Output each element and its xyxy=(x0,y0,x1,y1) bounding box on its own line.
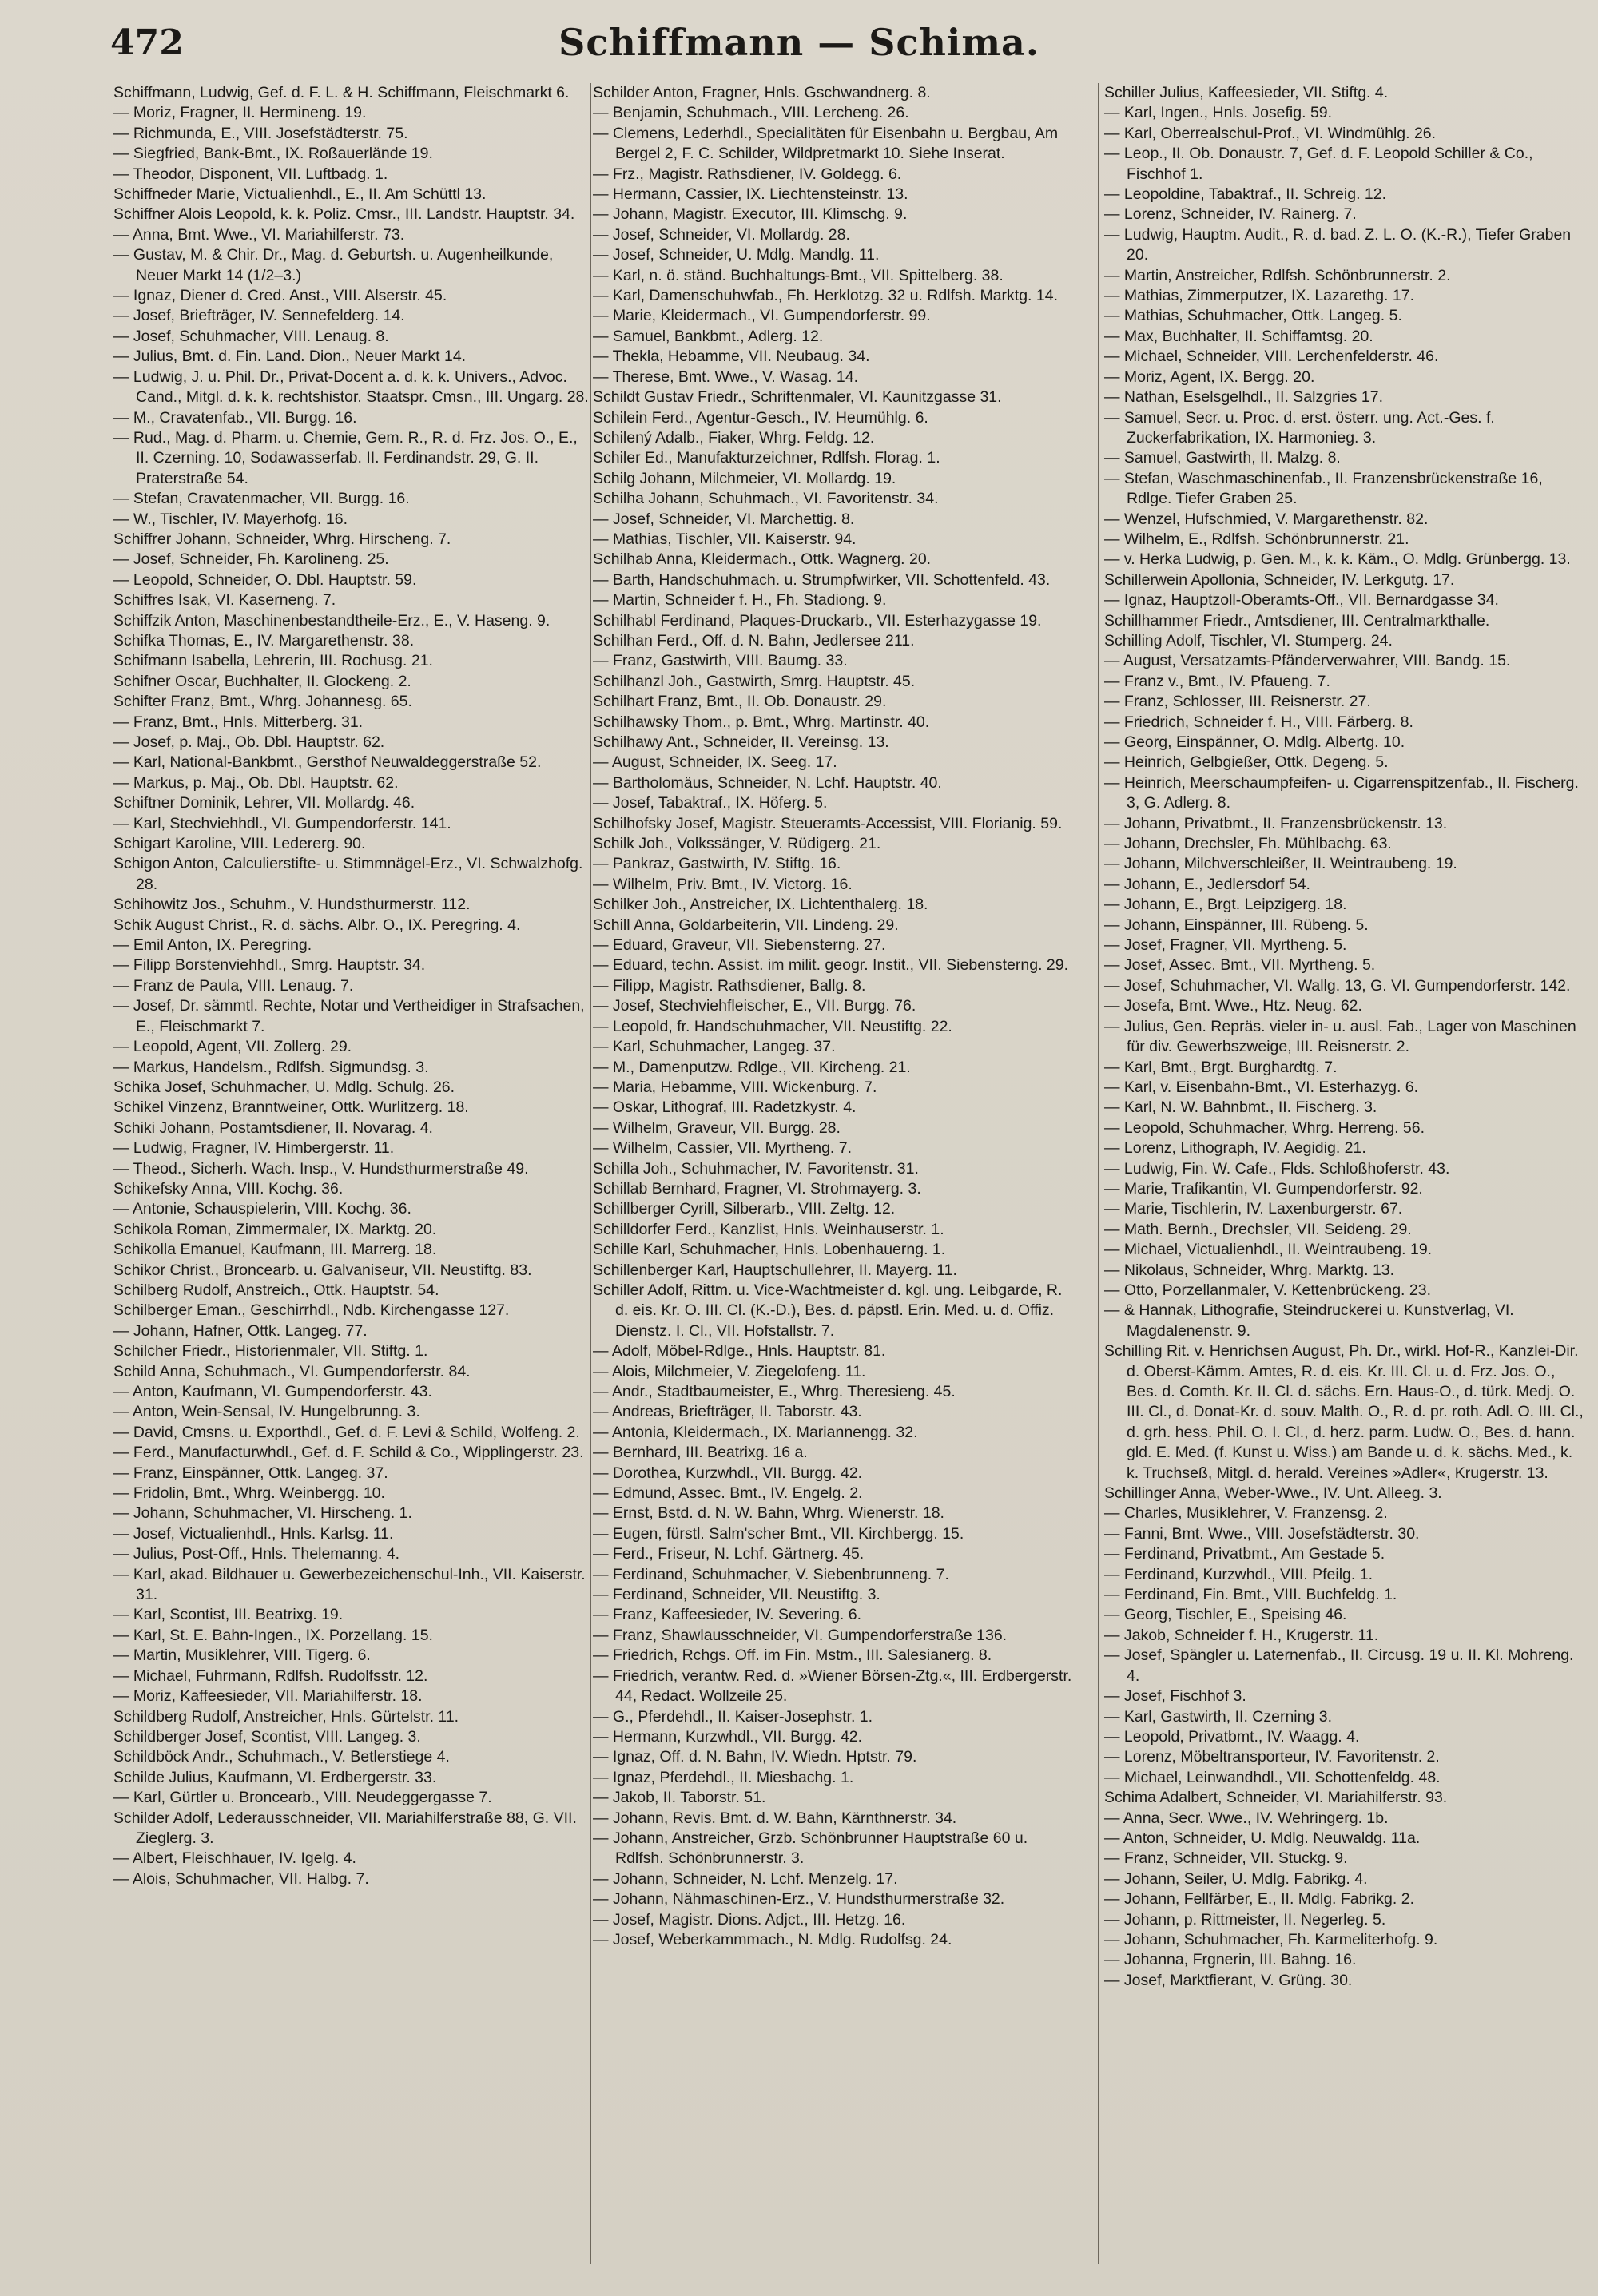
directory-entry: — Josef, Schneider, Fh. Karolineng. 25. xyxy=(113,550,389,569)
directory-entry: Schilberger Eman., Geschirrhdl., Ndb. Kirchengasse 127. xyxy=(113,1301,510,1320)
directory-entry: — Ernst, Bstd. d. N. W. Bahn, Whrg. Wienerstr. 18. xyxy=(593,1504,944,1523)
directory-entry: — Theodor, Disponent, VII. Luftbadg. 1. xyxy=(113,165,388,183)
directory-entry: — Friedrich, Rchgs. Off. im Fin. Mstm., III. Salesianerg. 8. xyxy=(593,1647,992,1665)
directory-entry: Schill Anna, Goldarbeiterin, VII. Lindeng. 29. xyxy=(593,916,899,934)
directory-entry: — Johanna, Frgnerin, III. Bahng. 16. xyxy=(1104,1951,1357,1969)
directory-entry: — Heinrich, Meerschaumpfeifen- u. Cigarrenspitzenfab., II. Fischerg. 3, G. Adlerg. 8. xyxy=(1104,773,1579,812)
directory-entry: — Maria, Hebamme, VIII. Wickenburg. 7. xyxy=(593,1078,877,1096)
directory-entry: Schildberger Josef, Scontist, VIII. Langeg. 3. xyxy=(113,1727,421,1746)
directory-entry: — Jakob, Schneider f. H., Krugerstr. 11. xyxy=(1104,1626,1379,1644)
directory-entry: — Martin, Anstreicher, Rdlfsh. Schönbrunnerstr. 2. xyxy=(1104,266,1451,284)
directory-entry: — August, Schneider, IX. Seeg. 17. xyxy=(593,753,837,772)
directory-entry: — Oskar, Lithograf, III. Radetzkystr. 4. xyxy=(593,1098,857,1117)
directory-entry: — Eduard, Graveur, VII. Siebensterng. 27. xyxy=(593,936,886,955)
directory-entry: — Moriz, Agent, IX. Bergg. 20. xyxy=(1104,367,1315,386)
directory-entry: — Franz v., Bmt., IV. Pfaueng. 7. xyxy=(1104,672,1330,690)
directory-entry: — Frz., Magistr. Rathsdiener, IV. Goldegg. 6. xyxy=(593,165,902,183)
directory-entry: Schilberg Rudolf, Anstreich., Ottk. Hauptstr. 54. xyxy=(113,1281,439,1299)
directory-entry: — Josef, Assec. Bmt., VII. Myrtheng. 5. xyxy=(1104,956,1376,975)
directory-entry: — M., Damenputzw. Rdlge., VII. Kircheng. 21. xyxy=(593,1058,911,1076)
directory-entry: — Leop., II. Ob. Donaustr. 7, Gef. d. F. Leopold Schiller & Co., Fischhof 1. xyxy=(1104,145,1533,183)
directory-entry: — Anna, Secr. Wwe., IV. Wehringerg. 1b. xyxy=(1104,1809,1389,1827)
directory-entry: — Leopold, Agent, VII. Zollerg. 29. xyxy=(113,1038,352,1056)
directory-entry: — Karl, n. ö. ständ. Buchhaltungs-Bmt., VII. Spittelberg. 38. xyxy=(593,266,1004,284)
directory-entry: — Ignaz, Diener d. Cred. Anst., VIII. Alserstr. 45. xyxy=(113,287,447,305)
directory-entry: Schilhawy Ant., Schneider, II. Vereinsg. 13. xyxy=(593,733,889,751)
directory-entry: — Jakob, II. Taborstr. 51. xyxy=(593,1789,766,1807)
directory-entry: — Bernhard, III. Beatrixg. 16 a. xyxy=(593,1444,808,1462)
directory-entry: — Karl, St. E. Bahn-Ingen., IX. Porzellang. 15. xyxy=(113,1626,433,1644)
directory-entry: — Ferdinand, Schuhmacher, V. Siebenbrunneng. 7. xyxy=(593,1565,949,1583)
directory-entry: — Nikolaus, Schneider, Whrg. Marktg. 13. xyxy=(1104,1261,1395,1279)
directory-columns xyxy=(104,83,1582,2272)
directory-entry: — Leopold, Privatbmt., IV. Waagg. 4. xyxy=(1104,1727,1360,1746)
directory-entry: — Karl, Bmt., Brgt. Burghardtg. 7. xyxy=(1104,1058,1338,1076)
directory-entry: Schillab Bernhard, Fragner, VI. Strohmayerg. 3. xyxy=(593,1179,921,1198)
directory-entry: — Franz, Schlosser, III. Reisnerstr. 27. xyxy=(1104,693,1371,711)
directory-entry: — Max, Buchhalter, II. Schiffamtsg. 20. xyxy=(1104,327,1373,345)
directory-entry: — Julius, Bmt. d. Fin. Land. Dion., Neuer Markt 14. xyxy=(113,348,467,366)
directory-entry: — Johann, Einspänner, III. Rübeng. 5. xyxy=(1104,916,1369,934)
directory-entry: — Stefan, Waschmaschinenfab., II. Franzensbrückenstraße 16, Rdlge. Tiefer Graben 25. xyxy=(1104,469,1543,508)
directory-entry: — Josef, Magistr. Dions. Adjct., III. Hetzg. 16. xyxy=(593,1910,906,1929)
directory-entry: — Karl, Ingen., Hnls. Josefig. 59. xyxy=(1104,104,1333,122)
directory-entry: Schilhawsky Thom., p. Bmt., Whrg. Martinstr. 40. xyxy=(593,713,930,731)
directory-entry: — Johann, Drechsler, Fh. Mühlbachg. 63. xyxy=(1104,835,1392,853)
directory-entry: — Theod., Sicherh. Wach. Insp., V. Hundsthurmerstraße 49. xyxy=(113,1159,529,1178)
directory-entry: Schilde Julius, Kaufmann, VI. Erdbergerstr. 33. xyxy=(113,1768,437,1786)
directory-entry: — Michael, Fuhrmann, Rdlfsh. Rudolfsstr. 12. xyxy=(113,1666,428,1685)
directory-entry: — Fanni, Bmt. Wwe., VIII. Josefstädterstr. 30. xyxy=(1104,1524,1420,1543)
directory-entry: Schiki Johann, Postamtsdiener, II. Novarag. 4. xyxy=(113,1118,433,1137)
directory-entry: — Samuel, Gastwirth, II. Malzg. 8. xyxy=(1104,449,1341,467)
directory-entry: — Eugen, fürstl. Salm'scher Bmt., VII. Kirchbergg. 15. xyxy=(593,1524,964,1543)
directory-entry: Schilhanzl Joh., Gastwirth, Smrg. Hauptstr. 45. xyxy=(593,672,916,690)
directory-entry: — Josef, Schneider, U. Mdlg. Mandlg. 11. xyxy=(593,246,880,264)
directory-entry: — Andr., Stadtbaumeister, E., Whrg. Theresieng. 45. xyxy=(593,1383,956,1400)
directory-entry: Schiller Adolf, Rittm. u. Vice-Wachtmeister d. kgl. ung. Leibgarde, R. d. eis. Kr. O. III. Cl. (K.-D.), Bes. d. päpstl. Erin. Med. u. d. Offiz. Dienstz. I. Cl., VII. Hofstallstr. 7. xyxy=(593,1281,1063,1340)
directory-entry: — Franz, Kaffeesieder, IV. Severing. 6. xyxy=(593,1606,862,1624)
directory-entry: — Benjamin, Schuhmach., VIII. Lercheng. 26. xyxy=(593,104,909,122)
directory-entry: Schikel Vinzenz, Branntweiner, Ottk. Wurlitzerg. 18. xyxy=(113,1098,469,1117)
directory-entry: Schilder Anton, Fragner, Hnls. Gschwandnerg. 8. xyxy=(593,84,931,101)
column-1 xyxy=(113,83,593,2272)
directory-entry: Schiffner Alois Leopold, k. k. Poliz. Cmsr., III. Landstr. Hauptstr. 34. xyxy=(113,205,575,224)
directory-entry: — Albert, Fleischhauer, IV. Igelg. 4. xyxy=(113,1849,356,1868)
directory-entry: — Hermann, Kurzwhdl., VII. Burgg. 42. xyxy=(593,1727,863,1746)
directory-entry: — Charles, Musiklehrer, V. Franzensg. 2. xyxy=(1104,1504,1388,1523)
directory-entry: — Marie, Trafikantin, VI. Gumpendorferstr. 92. xyxy=(1104,1179,1423,1198)
directory-entry: — Karl, akad. Bildhauer u. Gewerbezeichenschul-Inh., VII. Kaiserstr. 31. xyxy=(113,1565,586,1604)
directory-entry: — Josef, Victualienhdl., Hnls. Karlsg. 11. xyxy=(113,1524,394,1543)
directory-entry: — Johann, Nähmaschinen-Erz., V. Hundsthurmerstraße 32. xyxy=(593,1890,1005,1909)
directory-entry: — Samuel, Bankbmt., Adlerg. 12. xyxy=(593,327,824,345)
directory-entry: — Anna, Bmt. Wwe., VI. Mariahilferstr. 73. xyxy=(113,225,405,244)
directory-entry: — Wilhelm, E., Rdlfsh. Schönbrunnerstr. 21. xyxy=(1104,530,1409,548)
directory-entry: — M., Cravatenfab., VII. Burgg. 16. xyxy=(113,408,357,427)
directory-entry: — Antonie, Schauspielerin, VIII. Kochg. 36. xyxy=(113,1200,411,1218)
directory-entry: Schilder Adolf, Lederausschneider, VII. Mariahilferstraße 88, G. VII. Zieglerg. 3. xyxy=(113,1809,577,1847)
directory-entry: Schillhammer Friedr., Amtsdiener, III. Centralmarkthalle. xyxy=(1104,611,1490,630)
directory-entry: Schigart Karoline, VIII. Ledererg. 90. xyxy=(113,835,366,853)
directory-entry: Schiler Ed., Manufakturzeichner, Rdlfsh. Florag. 1. xyxy=(593,449,940,467)
directory-entry: — Fridolin, Bmt., Whrg. Weinbergg. 10. xyxy=(113,1484,385,1503)
directory-entry: — Andreas, Briefträger, II. Taborstr. 43. xyxy=(593,1403,862,1421)
directory-entry: — Johann, p. Rittmeister, II. Negerleg. 5. xyxy=(1104,1910,1386,1929)
directory-entry: — Josef, Schuhmacher, VIII. Lenaug. 8. xyxy=(113,327,389,345)
directory-entry: — Therese, Bmt. Wwe., V. Wasag. 14. xyxy=(593,367,858,386)
directory-entry: — G., Pferdehdl., II. Kaiser-Josephstr. 1. xyxy=(593,1707,873,1726)
directory-entry: Schillerwein Apollonia, Schneider, IV. Lerkgutg. 17. xyxy=(1104,570,1455,589)
directory-entry: — Gustav, M. & Chir. Dr., Mag. d. Geburtsh. u. Augenheilkunde, Neuer Markt 14 (1/2–3.) xyxy=(113,246,554,284)
directory-entry: — Karl, v. Eisenbahn-Bmt., VI. Esterhazyg. 6. xyxy=(1104,1078,1419,1096)
directory-entry: Schillinger Anna, Weber-Wwe., IV. Unt. Alleeg. 3. xyxy=(1104,1484,1442,1503)
column-2 xyxy=(593,83,1072,2272)
directory-entry: — Josefa, Bmt. Wwe., Htz. Neug. 62. xyxy=(1104,997,1362,1015)
directory-entry: Schigon Anton, Calculierstifte- u. Stimmnägel-Erz., VI. Schwalzhofg. 28. xyxy=(113,855,583,893)
directory-entry: — Michael, Leinwandhdl., VII. Schottenfeldg. 48. xyxy=(1104,1768,1441,1786)
directory-entry: — Johann, Seiler, U. Mdlg. Fabrikg. 4. xyxy=(1104,1869,1368,1888)
directory-entry: Schild Anna, Schuhmach., VI. Gumpendorferstr. 84. xyxy=(113,1362,471,1380)
directory-entry: Schilcher Friedr., Historienmaler, VII. Stiftg. 1. xyxy=(113,1342,428,1361)
directory-entry: — Ludwig, Fin. W. Cafe., Flds. Schloßhoferstr. 43. xyxy=(1104,1159,1450,1178)
directory-entry: Schilhabl Ferdinand, Plaques-Druckarb., VII. Esterhazygasse 19. xyxy=(593,611,1042,630)
directory-entry: — Wilhelm, Cassier, VII. Myrtheng. 7. xyxy=(593,1139,853,1158)
running-head: Schiffmann — Schima. xyxy=(559,21,1039,64)
directory-entry: Schilhofsky Josef, Magistr. Steueramts-Accessist, VIII. Florianig. 59. xyxy=(593,814,1063,832)
directory-entry: — Edmund, Assec. Bmt., IV. Engelg. 2. xyxy=(593,1484,863,1503)
directory-entry: — Ferdinand, Schneider, VII. Neustiftg. 3. xyxy=(593,1586,880,1604)
directory-entry: — Johann, Hafner, Ottk. Langeg. 77. xyxy=(113,1321,368,1340)
directory-entry: Schiller Julius, Kaffeesieder, VII. Stiftg. 4. xyxy=(1104,84,1389,101)
directory-entry: — Franz de Paula, VIII. Lenaug. 7. xyxy=(113,976,354,995)
directory-entry: Schilein Ferd., Agentur-Gesch., IV. Heumühlg. 6. xyxy=(593,408,928,427)
directory-entry: — Wilhelm, Priv. Bmt., IV. Victorg. 16. xyxy=(593,875,853,893)
directory-entry: — Franz, Gastwirth, VIII. Baumg. 33. xyxy=(593,652,848,670)
directory-entry: Schikolla Emanuel, Kaufmann, III. Marrerg. 18. xyxy=(113,1241,437,1259)
directory-entry: — Josef, Spängler u. Laternenfab., II. Circusg. 19 u. II. Kl. Mohreng. 4. xyxy=(1104,1647,1574,1685)
directory-entry: — Pankraz, Gastwirth, IV. Stiftg. 16. xyxy=(593,855,841,873)
directory-entry: — Karl, Gastwirth, II. Czerning 3. xyxy=(1104,1707,1333,1726)
directory-entry: — Julius, Gen. Repräs. vieler in- u. ausl. Fab., Lager von Maschinen für div. Gewerbszweige, III. Reisnerstr. 2. xyxy=(1104,1017,1576,1056)
directory-entry: — Franz, Bmt., Hnls. Mitterberg. 31. xyxy=(113,713,364,731)
directory-entry: — Josef, Schuhmacher, VI. Wallg. 13, G. VI. Gumpendorferstr. 142. xyxy=(1104,976,1571,995)
directory-entry: Schik August Christ., R. d. sächs. Albr. O., IX. Peregring. 4. xyxy=(113,916,521,934)
directory-entry: — Anton, Kaufmann, VI. Gumpendorferstr. 43. xyxy=(113,1383,432,1400)
directory-entry: — Karl, N. W. Bahnbmt., II. Fischerg. 3. xyxy=(1104,1098,1377,1117)
directory-entry: — Mathias, Zimmerputzer, IX. Lazarethg. 17. xyxy=(1104,287,1414,305)
directory-entry: — Wenzel, Hufschmied, V. Margarethenstr. 82. xyxy=(1104,510,1429,528)
directory-entry: — Moriz, Fragner, II. Hermineng. 19. xyxy=(113,104,367,122)
directory-entry: — Markus, p. Maj., Ob. Dbl. Hauptstr. 62. xyxy=(113,773,399,792)
directory-entry: Schilhart Franz, Bmt., II. Ob. Donaustr. 29. xyxy=(593,693,887,711)
directory-entry: — Josef, Tabaktraf., IX. Höferg. 5. xyxy=(593,794,828,812)
directory-entry: — Karl, Oberrealschul-Prof., VI. Windmühlg. 26. xyxy=(1104,124,1437,142)
directory-entry: — Ludwig, J. u. Phil. Dr., Privat-Docent a. d. k. k. Univers., Advoc. Cand., Mitgl. d. k. k. rechtshistor. Staatspr. Cmsn., III. Ungarg. 28. xyxy=(113,367,589,407)
directory-entry: — Johann, Magistr. Executor, III. Klimschg. 9. xyxy=(593,205,908,224)
directory-entry: — Moriz, Kaffeesieder, VII. Mariahilferstr. 18. xyxy=(113,1687,423,1706)
directory-entry: — Leopoldine, Tabaktraf., II. Schreig. 12. xyxy=(1104,185,1387,204)
directory-entry: — Hermann, Cassier, IX. Liechtensteinstr. 13. xyxy=(593,185,908,204)
directory-entry: — Heinrich, Gelbgießer, Ottk. Degeng. 5. xyxy=(1104,753,1389,772)
directory-entry: Schiffmann, Ludwig, Gef. d. F. L. & H. Schiffmann, Fleischmarkt 6. xyxy=(113,84,570,101)
directory-entry: — Marie, Kleidermach., VI. Gumpendorferstr. 99. xyxy=(593,307,931,325)
directory-entry: Schiffres Isak, VI. Kaserneng. 7. xyxy=(113,591,336,610)
directory-entry: Schifner Oscar, Buchhalter, II. Glockeng. 2. xyxy=(113,672,411,690)
page-header xyxy=(0,18,1598,73)
directory-entry: — Rud., Mag. d. Pharm. u. Chemie, Gem. R., R. d. Frz. Jos. O., E., II. Czerning. 10, Sodawasserfab. II. Ferdinandstr. 29, G. II. Praterstraße 54. xyxy=(113,428,578,487)
directory-entry: — Mathias, Schuhmacher, Ottk. Langeg. 5. xyxy=(1104,307,1402,325)
directory-entry: — Leopold, Schuhmacher, Whrg. Herreng. 56. xyxy=(1104,1118,1425,1137)
directory-entry: — Karl, Damenschuhwfab., Fh. Herklotzg. 32 u. Rdlfsh. Marktg. 14. xyxy=(593,287,1058,305)
directory-entry: — Emil Anton, IX. Peregring. xyxy=(113,936,312,955)
directory-entry: — Josef, Schneider, VI. Marchettig. 8. xyxy=(593,510,855,528)
directory-entry: — Karl, Stechviehhdl., VI. Gumpendorferstr. 141. xyxy=(113,814,451,832)
directory-entry: — Franz, Shawlausschneider, VI. Gumpendorferstraße 136. xyxy=(593,1626,1008,1644)
directory-entry: — Lorenz, Schneider, IV. Rainerg. 7. xyxy=(1104,205,1357,224)
directory-entry: — Karl, Scontist, III. Beatrixg. 19. xyxy=(113,1606,344,1624)
directory-entry: Schilhan Ferd., Off. d. N. Bahn, Jedlersee 211. xyxy=(593,631,915,649)
directory-entry: — Johann, Revis. Bmt. d. W. Bahn, Kärnthnerstr. 34. xyxy=(593,1809,957,1827)
directory-entry: — Josef, Schneider, VI. Mollardg. 28. xyxy=(593,225,850,244)
directory-entry: Schifter Franz, Bmt., Whrg. Johannesg. 65. xyxy=(113,693,412,711)
directory-entry: Schilldorfer Ferd., Kanzlist, Hnls. Weinhauserstr. 1. xyxy=(593,1220,944,1238)
directory-entry: Schilg Johann, Milchmeier, VI. Mollardg. 19. xyxy=(593,469,896,487)
directory-entry: — Michael, Schneider, VIII. Lerchenfelderstr. 46. xyxy=(1104,348,1439,366)
directory-entry: Schildt Gustav Friedr., Schriftenmaler, VI. Kaunitzgasse 31. xyxy=(593,388,1002,407)
directory-entry: — Clemens, Lederhdl., Specialitäten für Eisenbahn u. Bergbau, Am Bergel 2, F. C. Schilder, Wildpretmarkt 10. Siehe Inserat. xyxy=(593,124,1059,163)
directory-entry: — Friedrich, verantw. Red. d. »Wiener Börsen-Ztg.«, III. Erdbergerstr. 44, Redact. Wollzeile 25. xyxy=(593,1666,1072,1706)
directory-entry: — Lorenz, Lithograph, IV. Aegidig. 21. xyxy=(1104,1139,1366,1158)
directory-entry: — Anton, Wein-Sensal, IV. Hungelbrunng. 3. xyxy=(113,1403,420,1421)
directory-entry: — Martin, Schneider f. H., Fh. Stadiong. 9. xyxy=(593,591,887,610)
directory-entry: — Nathan, Eselsgelhdl., II. Salzgries 17. xyxy=(1104,388,1384,407)
directory-entry: Schiftner Dominik, Lehrer, VII. Mollardg. 46. xyxy=(113,794,415,812)
directory-entry: — Leopold, Schneider, O. Dbl. Hauptstr. 59. xyxy=(113,570,417,589)
directory-entry: — Lorenz, Möbeltransporteur, IV. Favoritenstr. 2. xyxy=(1104,1748,1440,1766)
directory-entry: — Ferd., Friseur, N. Lchf. Gärtnerg. 45. xyxy=(593,1545,865,1563)
directory-entry: Schillenberger Karl, Hauptschullehrer, II. Mayerg. 11. xyxy=(593,1261,957,1279)
directory-entry: — Josef, Stechviehfleischer, E., VII. Burgg. 76. xyxy=(593,997,916,1015)
directory-entry: — Friedrich, Schneider f. H., VIII. Färberg. 8. xyxy=(1104,713,1413,731)
directory-entry: — Karl, Schuhmacher, Langeg. 37. xyxy=(593,1038,836,1056)
directory-entry: — Josef, Dr. sämmtl. Rechte, Notar und Vertheidiger in Strafsachen, E., Fleischmarkt 7. xyxy=(113,997,585,1035)
directory-entry: Schiffzik Anton, Maschinenbestandtheile-Erz., E., V. Haseng. 9. xyxy=(113,611,551,630)
directory-entry: Schilling Rit. v. Henrichsen August, Ph. Dr., wirkl. Hof-R., Kanzlei-Dir. d. Oberst-Kämm. Amtes, R. d. eis. Kr. III. Cl. u. d. Frz. Jos. O., Bes. d. Comth. Kr. II. Cl. d. sächs. Ern. Haus-O., d. türk. Medj. O. III. Cl., d. Donat-Kr. d. souv. Malth. O., R. d. pr. roth. Adl. O. III. Cl., d. grh. hess. Phil. O. I. Cl., d. herz. parm. Ludw. O., Bes. d. hann. gld. E. Med. (f. Kunst u. Wiss.) am Bande u. d. k. sächs. Med., k. k. Truchseß, Mitgl. d. herald. Vereines »Adler«, Krugerstr. 13. xyxy=(1104,1342,1584,1482)
directory-entry: — Johann, E., Jedlersdorf 54. xyxy=(1104,875,1310,893)
directory-entry: — Marie, Tischlerin, IV. Laxenburgerstr. 67. xyxy=(1104,1200,1403,1218)
directory-entry: — Ignaz, Off. d. N. Bahn, IV. Wiedn. Hptstr. 79. xyxy=(593,1748,917,1766)
directory-entry: — Ignaz, Pferdehdl., II. Miesbachg. 1. xyxy=(593,1768,854,1786)
directory-entry: — Josef, p. Maj., Ob. Dbl. Hauptstr. 62. xyxy=(113,733,385,751)
directory-entry: — Barth, Handschuhmach. u. Strumpfwirker, VII. Schottenfeld. 43. xyxy=(593,570,1051,589)
directory-entry: — Samuel, Secr. u. Proc. d. erst. österr. ung. Act.-Ges. f. Zuckerfabrikation, IX. Harmonieg. 3. xyxy=(1104,408,1495,447)
directory-entry: Schilhab Anna, Kleidermach., Ottk. Wagnerg. 20. xyxy=(593,550,932,569)
directory-entry: — Ludwig, Hauptm. Audit., R. d. bad. Z. L. O. (K.-R.), Tiefer Graben 20. xyxy=(1104,225,1572,264)
directory-entry: — Ludwig, Fragner, IV. Himbergerstr. 11. xyxy=(113,1139,395,1158)
directory-entry: — Antonia, Kleidermach., IX. Mariannengg. 32. xyxy=(593,1423,918,1441)
directory-entry: Schilker Joh., Anstreicher, IX. Lichtenthalerg. 18. xyxy=(593,896,928,914)
directory-entry: Schillberger Cyrill, Silberarb., VIII. Zeltg. 12. xyxy=(593,1200,896,1218)
directory-entry: — Michael, Victualienhdl., II. Weintraubeng. 19. xyxy=(1104,1241,1433,1259)
directory-entry: — Georg, Tischler, E., Speising 46. xyxy=(1104,1606,1347,1624)
directory-entry: — Leopold, fr. Handschuhmacher, VII. Neustiftg. 22. xyxy=(593,1017,952,1035)
directory-entry: Schilla Joh., Schuhmacher, IV. Favoritenstr. 31. xyxy=(593,1159,919,1178)
directory-entry: Schiffneder Marie, Victualienhdl., E., II. Am Schüttl 13. xyxy=(113,185,487,204)
directory-entry: — Filipp, Magistr. Rathsdiener, Ballg. 8. xyxy=(593,976,866,995)
directory-entry: — Bartholomäus, Schneider, N. Lchf. Hauptstr. 40. xyxy=(593,773,942,792)
directory-entry: — Richmunda, E., VIII. Josefstädterstr. 75. xyxy=(113,124,408,142)
directory-entry: — Johann, Privatbmt., II. Franzensbrückenstr. 13. xyxy=(1104,814,1448,832)
directory-entry: — Alois, Milchmeier, V. Ziegelofeng. 11. xyxy=(593,1362,866,1380)
directory-entry: — Otto, Porzellanmaler, V. Kettenbrückeng. 23. xyxy=(1104,1281,1432,1299)
directory-entry: — Dorothea, Kurzwhdl., VII. Burgg. 42. xyxy=(593,1464,863,1482)
directory-entry: — Johann, Anstreicher, Grzb. Schönbrunner Hauptstraße 60 u. Rdlfsh. Schönbrunnerstr. 3. xyxy=(593,1829,1028,1868)
column-3 xyxy=(1104,83,1584,2272)
directory-entry: Schiffrer Johann, Schneider, Whrg. Hirscheng. 7. xyxy=(113,530,451,548)
directory-entry: — Ferd., Manufacturwhdl., Gef. d. F. Schild & Co., Wipplingerstr. 23. xyxy=(113,1444,584,1462)
directory-entry: — Siegfried, Bank-Bmt., IX. Roßauerlände 19. xyxy=(113,145,433,163)
directory-entry: Schikola Roman, Zimmermaler, IX. Marktg. 20. xyxy=(113,1220,437,1238)
directory-entry: Schilling Adolf, Tischler, VI. Stumperg. 24. xyxy=(1104,631,1393,649)
directory-entry: — Josef, Fischhof 3. xyxy=(1104,1687,1246,1706)
directory-entry: — Ferdinand, Fin. Bmt., VIII. Buchfeldg. 1. xyxy=(1104,1586,1397,1604)
directory-entry: — Josef, Fragner, VII. Myrtheng. 5. xyxy=(1104,936,1347,955)
directory-entry: — Ferdinand, Kurzwhdl., VIII. Pfeilg. 1. xyxy=(1104,1565,1373,1583)
directory-entry: — Markus, Handelsm., Rdlfsh. Sigmundsg. 3. xyxy=(113,1058,429,1076)
directory-entry: — Ignaz, Hauptzoll-Oberamts-Off., VII. Bernardgasse 34. xyxy=(1104,591,1499,610)
directory-entry: — Ferdinand, Privatbmt., Am Gestade 5. xyxy=(1104,1545,1385,1563)
directory-entry: Schihowitz Jos., Schuhm., V. Hundsthurmerstr. 112. xyxy=(113,896,471,914)
directory-entry: — Wilhelm, Graveur, VII. Burgg. 28. xyxy=(593,1118,841,1137)
directory-entry: — Johann, Schuhmacher, VI. Hirscheng. 1. xyxy=(113,1504,412,1523)
directory-entry: — Filipp Borstenviehhdl., Smrg. Hauptstr. 34. xyxy=(113,956,426,975)
directory-entry: — Johann, E., Brgt. Leipzigerg. 18. xyxy=(1104,896,1347,914)
directory-entry: — Karl, Gürtler u. Broncearb., VIII. Neudeggergasse 7. xyxy=(113,1789,492,1807)
directory-entry: Schilený Adalb., Fiaker, Whrg. Feldg. 12. xyxy=(593,428,875,447)
directory-entry: Schilk Joh., Volkssänger, V. Rüdigerg. 21. xyxy=(593,835,881,853)
directory-entry: — Mathias, Tischler, VII. Kaiserstr. 94. xyxy=(593,530,857,548)
directory-entry: — Josef, Marktfierant, V. Grüng. 30. xyxy=(1104,1971,1353,1989)
directory-entry: — Karl, National-Bankbmt., Gersthof Neuwaldeggerstraße 52. xyxy=(113,753,542,772)
directory-entry: — Martin, Musiklehrer, VIII. Tigerg. 6. xyxy=(113,1647,371,1665)
directory-entry: Schille Karl, Schuhmacher, Hnls. Lobenhauerng. 1. xyxy=(593,1241,946,1259)
directory-entry: Schilha Johann, Schuhmach., VI. Favoritenstr. 34. xyxy=(593,490,939,508)
directory-entry: — Anton, Schneider, U. Mdlg. Neuwaldg. 11a. xyxy=(1104,1829,1421,1847)
directory-entry: Schifka Thomas, E., IV. Margarethenstr. 38. xyxy=(113,631,415,649)
directory-entry: Schildböck Andr., Schuhmach., V. Betlerstiege 4. xyxy=(113,1748,450,1766)
directory-entry: Schima Adalbert, Schneider, VI. Mariahilferstr. 93. xyxy=(1104,1789,1448,1807)
directory-entry: — Julius, Post-Off., Hnls. Thelemanng. 4. xyxy=(113,1545,400,1563)
directory-entry: — Adolf, Möbel-Rdlge., Hnls. Hauptstr. 81. xyxy=(593,1342,886,1361)
directory-entry: — Franz, Einspänner, Ottk. Langeg. 37. xyxy=(113,1464,388,1482)
directory-entry: Schika Josef, Schuhmacher, U. Mdlg. Schulg. 26. xyxy=(113,1078,455,1096)
directory-entry: — Johann, Milchverschleißer, II. Weintraubeng. 19. xyxy=(1104,855,1457,873)
directory-entry: Schildberg Rudolf, Anstreicher, Hnls. Gürtelstr. 11. xyxy=(113,1707,459,1726)
directory-entry: — August, Versatzamts-Pfänderverwahrer, VIII. Bandg. 15. xyxy=(1104,652,1511,670)
directory-entry: — Georg, Einspänner, O. Mdlg. Albertg. 10. xyxy=(1104,733,1405,751)
directory-entry: — Josef, Weberkammmach., N. Mdlg. Rudolfsg. 24. xyxy=(593,1930,952,1948)
directory-entry: — & Hannak, Lithografie, Steindruckerei u. Kunstverlag, VI. Magdalenenstr. 9. xyxy=(1104,1301,1514,1340)
directory-entry: — Math. Bernh., Drechsler, VII. Seideng. 29. xyxy=(1104,1220,1412,1238)
directory-entry: — Franz, Schneider, VII. Stuckg. 9. xyxy=(1104,1849,1348,1868)
page-number: 472 xyxy=(110,22,184,63)
directory-entry: Schifmann Isabella, Lehrerin, III. Rochusg. 21. xyxy=(113,652,433,670)
directory-entry: — Johann, Schuhmacher, Fh. Karmeliterhofg. 9. xyxy=(1104,1930,1438,1948)
directory-entry: Schikor Christ., Broncearb. u. Galvaniseur, VII. Neustiftg. 83. xyxy=(113,1261,532,1279)
directory-entry: — Johann, Fellfärber, E., II. Mdlg. Fabrikg. 2. xyxy=(1104,1890,1415,1909)
directory-entry: — Stefan, Cravatenmacher, VII. Burgg. 16. xyxy=(113,490,410,508)
directory-entry: — Eduard, techn. Assist. im milit. geogr. Instit., VII. Siebensterng. 29. xyxy=(593,956,1069,975)
directory-entry: — Josef, Briefträger, IV. Sennefelderg. 14. xyxy=(113,307,405,325)
directory-entry: — Alois, Schuhmacher, VII. Halbg. 7. xyxy=(113,1869,369,1888)
directory-entry: — W., Tischler, IV. Mayerhofg. 16. xyxy=(113,510,348,528)
directory-entry: — Thekla, Hebamme, VII. Neubaug. 34. xyxy=(593,348,870,366)
directory-entry: Schikefsky Anna, VIII. Kochg. 36. xyxy=(113,1179,344,1198)
directory-entry: — Johann, Schneider, N. Lchf. Menzelg. 17. xyxy=(593,1869,898,1888)
directory-entry: — David, Cmsns. u. Exporthdl., Gef. d. F. Levi & Schild, Wolfeng. 2. xyxy=(113,1423,580,1441)
directory-entry: — v. Herka Ludwig, p. Gen. M., k. k. Käm., O. Mdlg. Grünbergg. 13. xyxy=(1104,550,1571,569)
